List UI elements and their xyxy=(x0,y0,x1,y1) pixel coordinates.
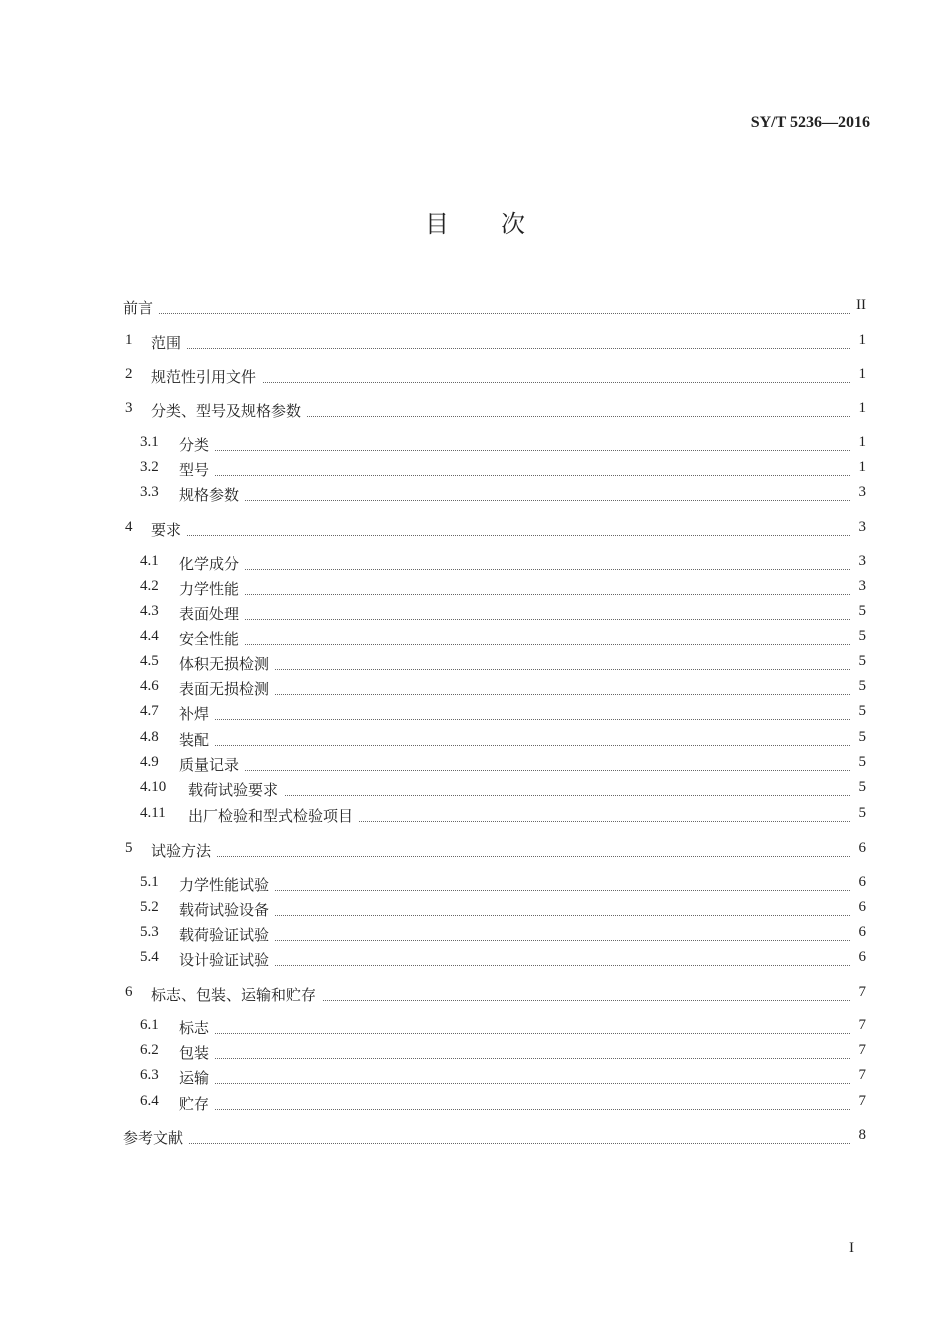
toc-entry[interactable] xyxy=(0,1042,950,1062)
toc-label: 表面无损检测 xyxy=(179,678,275,699)
leader-dots xyxy=(179,455,850,476)
toc-entry[interactable] xyxy=(0,653,950,673)
toc-number: 5.1 xyxy=(140,874,159,890)
toc-page: 7 xyxy=(858,984,866,1000)
leader-dots xyxy=(179,1089,850,1110)
toc-entry[interactable] xyxy=(0,984,950,1004)
toc-page: 5 xyxy=(858,779,866,795)
toc-number: 4.7 xyxy=(140,703,159,719)
toc-page: 1 xyxy=(858,332,866,348)
toc-page: 5 xyxy=(858,703,866,719)
toc-page: 5 xyxy=(858,628,866,644)
toc-label: 载荷验证试验 xyxy=(179,924,275,945)
toc-page: 6 xyxy=(858,924,866,940)
leader-dots xyxy=(179,870,850,891)
toc-label: 力学性能 xyxy=(179,578,245,599)
toc-page: 6 xyxy=(858,874,866,890)
toc-label: 质量记录 xyxy=(179,754,245,775)
toc-number: 4 xyxy=(125,519,133,535)
leader-dots xyxy=(179,549,850,570)
toc-number: 4.10 xyxy=(140,779,167,795)
toc-page: 1 xyxy=(858,459,866,475)
toc-page: 5 xyxy=(858,754,866,770)
toc-number: 4.11 xyxy=(140,805,166,821)
toc-entry[interactable] xyxy=(0,434,950,454)
toc-page: 1 xyxy=(858,366,866,382)
toc-number: 5.2 xyxy=(140,899,159,915)
toc-entry[interactable] xyxy=(0,459,950,479)
toc-label: 型号 xyxy=(179,459,215,480)
leader-dots xyxy=(179,1063,850,1084)
toc-number: 4.1 xyxy=(140,553,159,569)
toc-number: 6.3 xyxy=(140,1067,159,1083)
toc-entry[interactable] xyxy=(0,678,950,698)
leader-dots xyxy=(179,480,850,501)
toc-label: 包装 xyxy=(179,1042,215,1063)
leader-dots xyxy=(179,624,850,645)
toc-page: 1 xyxy=(858,434,866,450)
toc-number: 4.5 xyxy=(140,653,159,669)
leader-dots xyxy=(188,775,850,796)
toc-entry[interactable] xyxy=(0,519,950,539)
toc-entry[interactable] xyxy=(0,1067,950,1087)
toc-number: 3.3 xyxy=(140,484,159,500)
toc-label: 载荷试验设备 xyxy=(179,899,275,920)
leader-dots xyxy=(123,1123,850,1144)
toc-entry[interactable] xyxy=(0,553,950,573)
toc-page: 3 xyxy=(858,553,866,569)
toc-page: 5 xyxy=(858,653,866,669)
toc-label: 体积无损检测 xyxy=(179,653,275,674)
toc-label: 设计验证试验 xyxy=(179,949,275,970)
toc-label: 标志、包装、运输和贮存 xyxy=(151,984,322,1005)
toc-page: 1 xyxy=(858,400,866,416)
toc-page: 8 xyxy=(858,1127,866,1143)
leader-dots xyxy=(179,1013,850,1034)
toc-page: 3 xyxy=(858,484,866,500)
toc-number: 3.2 xyxy=(140,459,159,475)
leader-dots xyxy=(179,750,850,771)
toc-number: 4.9 xyxy=(140,754,159,770)
toc-page: 6 xyxy=(858,840,866,856)
toc-label: 标志 xyxy=(179,1017,215,1038)
leader-dots xyxy=(179,725,850,746)
toc-label: 力学性能试验 xyxy=(179,874,275,895)
toc-entry[interactable] xyxy=(0,779,950,799)
toc-number: 6.2 xyxy=(140,1042,159,1058)
toc-number: 6.4 xyxy=(140,1093,159,1109)
leader-dots xyxy=(179,699,850,720)
leader-dots xyxy=(151,515,850,536)
toc-page: 5 xyxy=(858,603,866,619)
toc-label: 分类 xyxy=(179,434,215,455)
toc-entry[interactable] xyxy=(0,366,950,386)
toc-label: 规格参数 xyxy=(179,484,245,505)
toc-entry[interactable] xyxy=(0,1127,950,1147)
toc-entry[interactable] xyxy=(0,899,950,919)
toc-entry[interactable] xyxy=(0,578,950,598)
leader-dots xyxy=(179,674,850,695)
toc-page: 7 xyxy=(858,1042,866,1058)
toc-label: 规范性引用文件 xyxy=(151,366,262,387)
toc-label: 分类、型号及规格参数 xyxy=(151,400,307,421)
toc-page: 6 xyxy=(858,949,866,965)
toc-label: 安全性能 xyxy=(179,628,245,649)
toc-label: 载荷试验要求 xyxy=(188,779,284,800)
toc-label: 参考文献 xyxy=(123,1127,189,1148)
toc-number: 5.4 xyxy=(140,949,159,965)
toc-label: 前言 xyxy=(123,297,159,318)
toc-number: 4.4 xyxy=(140,628,159,644)
page-number: I xyxy=(849,1240,854,1256)
toc-page: 7 xyxy=(858,1017,866,1033)
toc-number: 4.8 xyxy=(140,729,159,745)
toc-entry[interactable] xyxy=(0,729,950,749)
leader-dots xyxy=(179,599,850,620)
toc-number: 3.1 xyxy=(140,434,159,450)
toc-entry[interactable] xyxy=(0,924,950,944)
toc-entry[interactable] xyxy=(0,1017,950,1037)
toc-number: 6.1 xyxy=(140,1017,159,1033)
toc-label: 装配 xyxy=(179,729,215,750)
toc-page: II xyxy=(856,297,866,313)
toc-label: 出厂检验和型式检验项目 xyxy=(188,805,359,826)
toc-entry[interactable] xyxy=(0,628,950,648)
toc-label: 化学成分 xyxy=(179,553,245,574)
toc-number: 5 xyxy=(125,840,133,856)
toc-label: 试验方法 xyxy=(151,840,217,861)
leader-dots xyxy=(151,836,850,857)
toc-number: 4.2 xyxy=(140,578,159,594)
leader-dots xyxy=(123,293,850,314)
leader-dots xyxy=(179,945,850,966)
toc-entry[interactable] xyxy=(0,603,950,623)
toc-entry[interactable] xyxy=(0,332,950,352)
toc-entry[interactable] xyxy=(0,297,950,317)
leader-dots xyxy=(179,649,850,670)
page-title: 目次 xyxy=(425,210,577,238)
toc-number: 6 xyxy=(125,984,133,1000)
leader-dots xyxy=(179,1038,850,1059)
toc-label: 要求 xyxy=(151,519,187,540)
toc-number: 5.3 xyxy=(140,924,159,940)
leader-dots xyxy=(179,574,850,595)
toc-number: 2 xyxy=(125,366,133,382)
toc-page: 3 xyxy=(858,519,866,535)
toc-entry[interactable] xyxy=(0,1093,950,1113)
toc-page: 3 xyxy=(858,578,866,594)
toc-entry[interactable] xyxy=(0,703,950,723)
toc-number: 3 xyxy=(125,400,133,416)
toc-entry[interactable] xyxy=(0,874,950,894)
toc-entry[interactable] xyxy=(0,840,950,860)
leader-dots xyxy=(151,328,850,349)
toc-entry[interactable] xyxy=(0,484,950,504)
toc-page: 7 xyxy=(858,1067,866,1083)
toc-entry[interactable] xyxy=(0,754,950,774)
toc-page: 5 xyxy=(858,805,866,821)
standard-number: SY/T 5236—2016 xyxy=(750,114,870,131)
toc-entry[interactable] xyxy=(0,400,950,420)
toc-label: 表面处理 xyxy=(179,603,245,624)
toc-number: 4.3 xyxy=(140,603,159,619)
leader-dots xyxy=(179,920,850,941)
toc-label: 运输 xyxy=(179,1067,215,1088)
toc-page: 5 xyxy=(858,729,866,745)
toc-entry[interactable] xyxy=(0,949,950,969)
toc-page: 6 xyxy=(858,899,866,915)
leader-dots xyxy=(179,895,850,916)
leader-dots xyxy=(179,430,850,451)
toc-page: 7 xyxy=(858,1093,866,1109)
toc-label: 贮存 xyxy=(179,1093,215,1114)
toc-entry[interactable] xyxy=(0,805,950,825)
toc-number: 4.6 xyxy=(140,678,159,694)
toc-number: 1 xyxy=(125,332,133,348)
toc-label: 范围 xyxy=(151,332,187,353)
toc-label: 补焊 xyxy=(179,703,215,724)
toc-page: 5 xyxy=(858,678,866,694)
